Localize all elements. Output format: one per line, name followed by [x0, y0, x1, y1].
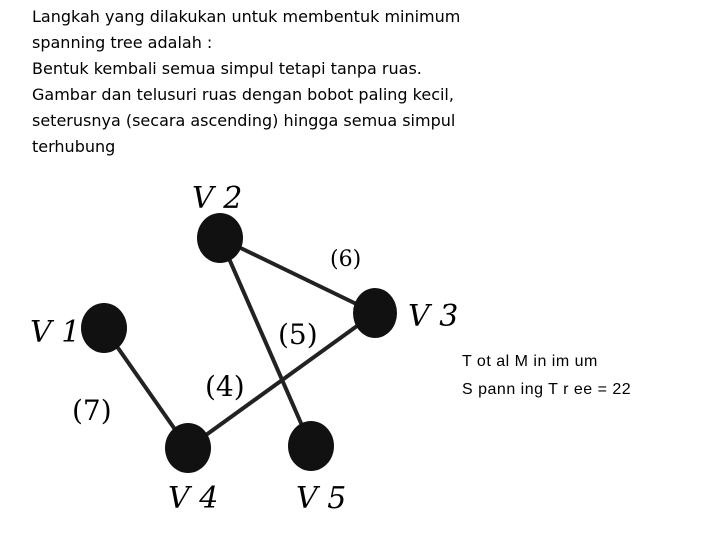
summary-line-2: S pann ing T r ee = 22	[462, 381, 632, 398]
vertex-v5	[288, 421, 334, 471]
edge-weight-v3-v4: (5)	[278, 318, 318, 351]
edge-weight-v2-v3: (6)	[330, 247, 362, 272]
description-line: Gambar dan telusuri ruas dengan bobot paling kecil,	[32, 85, 454, 104]
edge-weight-v1-v4: (7)	[72, 394, 112, 427]
vertex-label-v2: V 2	[192, 181, 243, 216]
vertex-v2	[197, 213, 243, 263]
summary-line-1: T ot al M in im um	[462, 353, 598, 370]
description-line: Langkah yang dilakukan untuk membentuk minimum	[32, 7, 461, 26]
vertex-label-v1: V 1	[30, 315, 81, 350]
description-line: Bentuk kembali semua simpul tetapi tanpa ruas.	[32, 59, 422, 78]
vertex-label-v3: V 3	[408, 299, 459, 334]
vertex-v4	[165, 423, 211, 473]
description-line: spanning tree adalah :	[32, 33, 213, 52]
vertex-v3	[353, 288, 397, 338]
description-line: seterusnya (secara ascending) hingga semua simpul	[32, 111, 456, 130]
vertex-label-v5: V 5	[296, 481, 347, 516]
total-weight-summary	[462, 348, 712, 404]
edge-weight-v2-v5: (4)	[205, 370, 245, 403]
vertex-v1	[81, 303, 127, 353]
description-line: terhubung	[32, 137, 116, 156]
vertex-label-v4: V 4	[168, 481, 219, 516]
